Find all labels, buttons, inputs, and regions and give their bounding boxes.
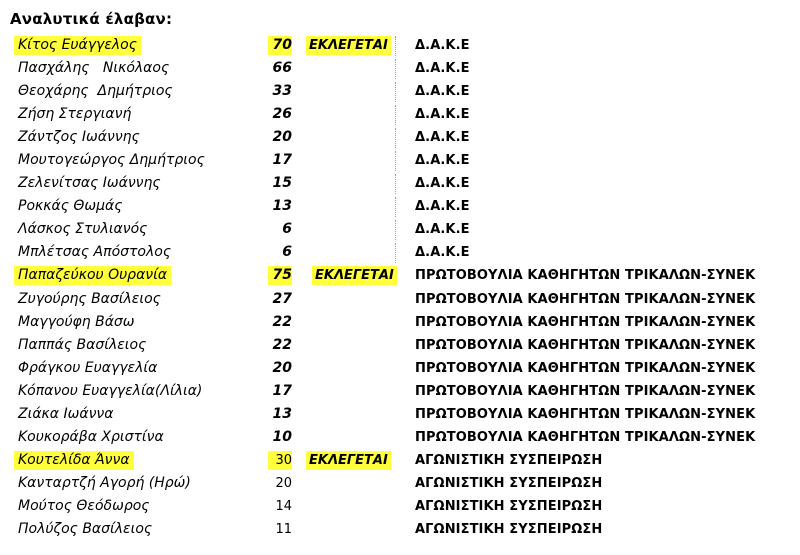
table-row	[0, 380, 800, 403]
vote-count: 10	[272, 428, 292, 445]
vote-count: 13	[272, 198, 292, 215]
vote-count: 6	[282, 244, 292, 261]
cell-divider	[395, 243, 397, 263]
party-list: ΑΓΩΝΙΣΤΙΚΗ ΣΥΣΠΕΙΡΩΣΗ	[415, 521, 603, 537]
table-row	[0, 518, 800, 541]
vote-count: 6	[282, 221, 292, 238]
cell-divider	[395, 105, 397, 125]
candidate-name: Παππάς Βασίλειος	[18, 336, 147, 353]
results-table	[0, 34, 800, 541]
party-list: ΠΡΩΤΟΒΟΥΛΙΑ ΚΑΘΗΓΗΤΩΝ ΤΡΙΚΑΛΩΝ-ΣΥΝΕΚ	[415, 268, 756, 284]
table-row	[0, 334, 800, 357]
cell-divider	[395, 151, 397, 171]
candidate-name: Κουκοράβα Χριστίνα	[18, 428, 164, 445]
vote-count: 22	[272, 313, 292, 330]
table-row	[0, 57, 800, 80]
candidate-name: Κίτος Ευάγγελος	[14, 36, 141, 55]
vote-count: 15	[272, 175, 292, 192]
party-list: Δ.Α.Κ.Ε	[415, 153, 470, 169]
vote-count: 22	[272, 336, 292, 353]
vote-count: 20	[272, 359, 292, 376]
table-row	[0, 149, 800, 172]
candidate-name: Πασχάλης Νικόλαος	[18, 60, 170, 77]
vote-count: 11	[275, 521, 292, 537]
elected-badge: ΕΚΛΕΓΕΤΑΙ	[306, 36, 391, 55]
table-row	[0, 264, 800, 287]
vote-count: 17	[272, 382, 292, 399]
vote-count: 70	[268, 36, 292, 55]
cell-divider	[395, 36, 397, 56]
party-list: ΠΡΩΤΟΒΟΥΛΙΑ ΚΑΘΗΓΗΤΩΝ ΤΡΙΚΑΛΩΝ-ΣΥΝΕΚ	[415, 406, 756, 422]
table-row	[0, 103, 800, 126]
vote-count: 75	[268, 266, 292, 285]
table-row	[0, 311, 800, 334]
candidate-name: Μαγγούφη Βάσω	[18, 313, 135, 330]
candidate-name: Ζυγούρης Βασίλειος	[18, 290, 161, 307]
party-list: ΠΡΩΤΟΒΟΥΛΙΑ ΚΑΘΗΓΗΤΩΝ ΤΡΙΚΑΛΩΝ-ΣΥΝΕΚ	[415, 360, 756, 376]
elected-badge: ΕΚΛΕΓΕΤΑΙ	[312, 266, 397, 285]
cell-divider	[395, 174, 397, 194]
candidate-name: Μπλέτσας Απόστολος	[18, 244, 172, 261]
cell-divider	[395, 197, 397, 217]
cell-divider	[395, 82, 397, 102]
table-row	[0, 218, 800, 241]
party-list: Δ.Α.Κ.Ε	[415, 61, 470, 77]
candidate-name: Κουτελίδα Άννα	[14, 451, 134, 470]
table-row	[0, 80, 800, 103]
cell-divider	[395, 220, 397, 240]
table-row	[0, 495, 800, 518]
candidate-name: Ζελενίτσας Ιωάννης	[18, 175, 161, 192]
party-list: Δ.Α.Κ.Ε	[415, 245, 470, 261]
vote-count: 33	[272, 83, 292, 100]
candidate-name: Παπαζεύκου Ουρανία	[14, 266, 171, 285]
table-row	[0, 288, 800, 311]
candidate-name: Ροκκάς Θωμάς	[18, 198, 123, 215]
candidate-name: Κόπανου Ευαγγελία(Λίλια)	[18, 382, 203, 399]
cell-divider	[395, 59, 397, 79]
candidate-name: Ζιάκα Ιωάννα	[18, 405, 114, 422]
table-row	[0, 126, 800, 149]
party-list: Δ.Α.Κ.Ε	[415, 222, 470, 238]
elected-badge: ΕΚΛΕΓΕΤΑΙ	[306, 451, 391, 470]
party-list: ΠΡΩΤΟΒΟΥΛΙΑ ΚΑΘΗΓΗΤΩΝ ΤΡΙΚΑΛΩΝ-ΣΥΝΕΚ	[415, 291, 756, 307]
table-row	[0, 357, 800, 380]
party-list: ΠΡΩΤΟΒΟΥΛΙΑ ΚΑΘΗΓΗΤΩΝ ΤΡΙΚΑΛΩΝ-ΣΥΝΕΚ	[415, 314, 756, 330]
vote-count: 26	[272, 106, 292, 123]
party-list: ΠΡΩΤΟΒΟΥΛΙΑ ΚΑΘΗΓΗΤΩΝ ΤΡΙΚΑΛΩΝ-ΣΥΝΕΚ	[415, 429, 756, 445]
party-list: Δ.Α.Κ.Ε	[415, 84, 470, 100]
candidate-name: Ζήση Στεργιανή	[18, 106, 132, 123]
table-row	[0, 34, 800, 57]
page-title: Αναλυτικά έλαβαν:	[10, 10, 173, 28]
party-list: Δ.Α.Κ.Ε	[415, 107, 470, 123]
vote-count: 20	[275, 475, 292, 491]
table-row	[0, 403, 800, 426]
candidate-name: Μούτος Θεόδωρος	[18, 497, 150, 514]
party-list: Δ.Α.Κ.Ε	[415, 199, 470, 215]
table-row	[0, 172, 800, 195]
vote-count: 13	[272, 405, 292, 422]
table-row	[0, 195, 800, 218]
party-list: Δ.Α.Κ.Ε	[415, 38, 470, 53]
candidate-name: Θεοχάρης Δημήτριος	[18, 83, 173, 100]
table-row	[0, 241, 800, 264]
candidate-name: Φράγκου Ευαγγελία	[18, 359, 158, 376]
cell-divider	[395, 128, 397, 148]
vote-count: 14	[275, 498, 292, 514]
vote-count: 66	[272, 60, 292, 77]
table-row	[0, 449, 800, 472]
candidate-name: Ζάντζος Ιωάννης	[18, 129, 140, 146]
candidate-name: Μουτογεώργος Δημήτριος	[18, 152, 205, 169]
table-row	[0, 472, 800, 495]
candidate-name: Κανταρτζή Αγορή (Ηρώ)	[18, 474, 191, 491]
party-list: Δ.Α.Κ.Ε	[415, 130, 470, 146]
candidate-name: Λάσκος Στυλιανός	[18, 221, 148, 238]
vote-count: 27	[272, 290, 292, 307]
party-list: ΑΓΩΝΙΣΤΙΚΗ ΣΥΣΠΕΙΡΩΣΗ	[415, 498, 603, 514]
party-list: ΠΡΩΤΟΒΟΥΛΙΑ ΚΑΘΗΓΗΤΩΝ ΤΡΙΚΑΛΩΝ-ΣΥΝΕΚ	[415, 383, 756, 399]
party-list: ΑΓΩΝΙΣΤΙΚΗ ΣΥΣΠΕΙΡΩΣΗ	[415, 475, 603, 491]
party-list: Δ.Α.Κ.Ε	[415, 176, 470, 192]
table-row	[0, 426, 800, 449]
candidate-name: Πολύζος Βασίλειος	[18, 520, 153, 537]
vote-count: 17	[272, 152, 292, 169]
vote-count: 30	[268, 451, 292, 470]
vote-count: 20	[272, 129, 292, 146]
party-list: ΠΡΩΤΟΒΟΥΛΙΑ ΚΑΘΗΓΗΤΩΝ ΤΡΙΚΑΛΩΝ-ΣΥΝΕΚ	[415, 337, 756, 353]
party-list: ΑΓΩΝΙΣΤΙΚΗ ΣΥΣΠΕΙΡΩΣΗ	[415, 452, 603, 468]
